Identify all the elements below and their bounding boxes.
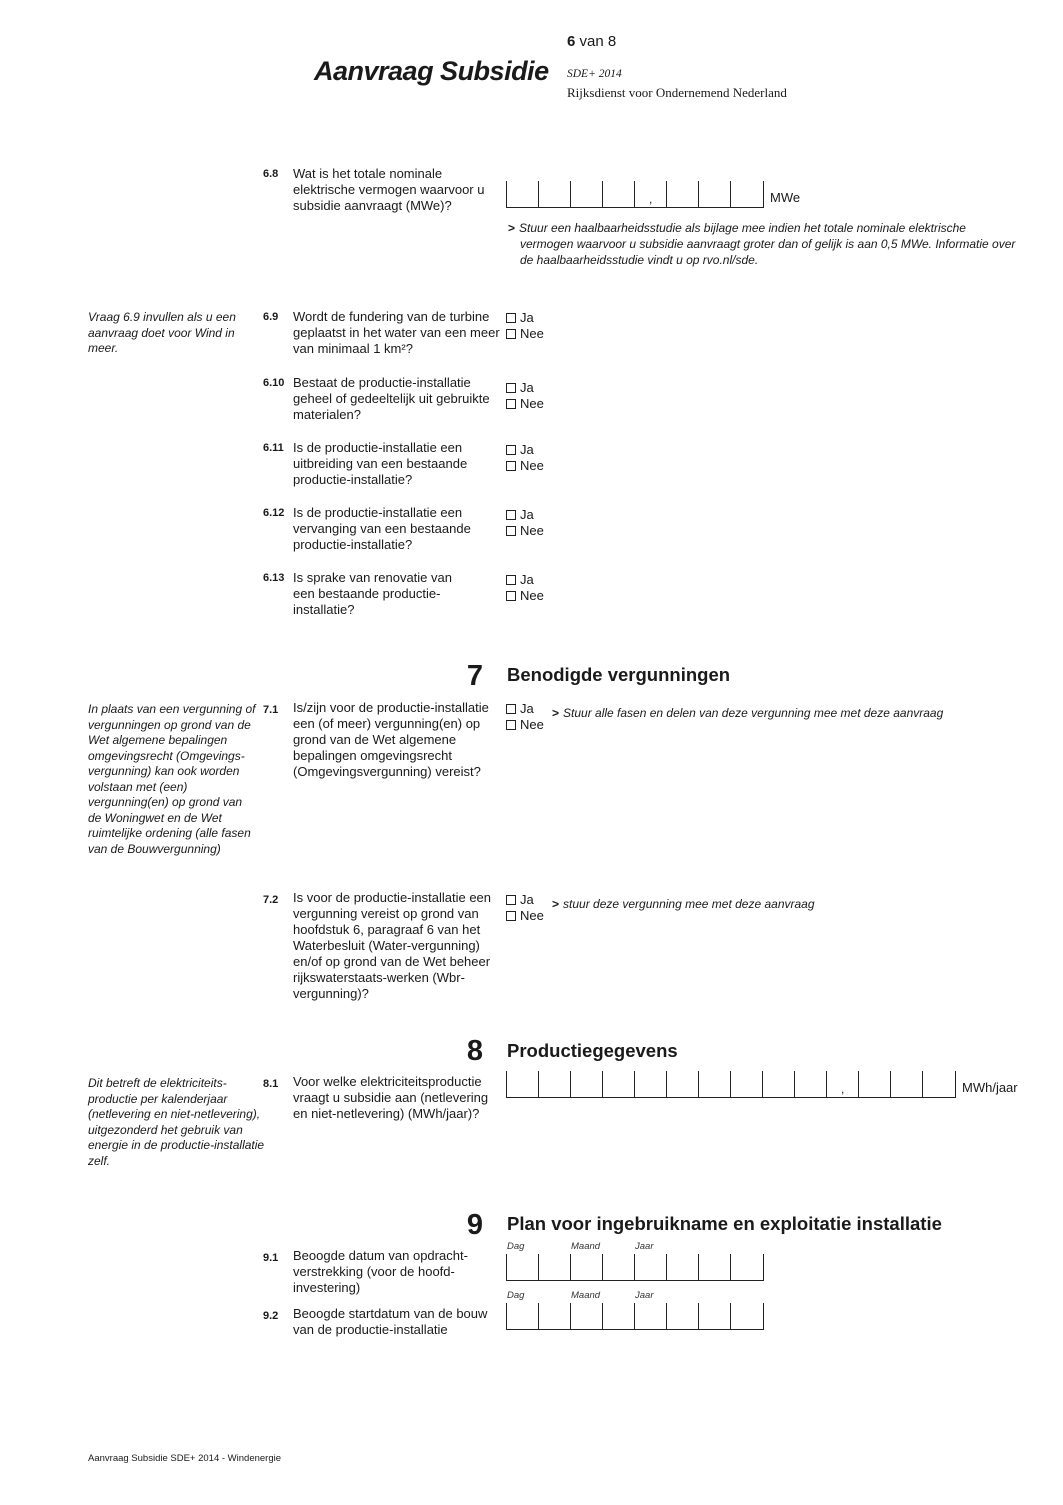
digit-box[interactable] xyxy=(698,1071,730,1097)
question-number-9-2: 9.2 xyxy=(263,1310,279,1322)
option-ja[interactable]: Ja xyxy=(506,892,544,908)
digit-box[interactable] xyxy=(890,1071,922,1097)
choices-7-2 xyxy=(506,892,544,924)
date-label-month: Maand xyxy=(571,1241,601,1252)
option-ja[interactable]: Ja xyxy=(506,507,544,523)
option-nee[interactable]: Nee xyxy=(506,717,544,733)
question-number-7-1: 7.1 xyxy=(263,704,279,716)
question-6-13-text: Is sprake van renovatie van een bestaande productie-installatie? xyxy=(293,570,452,617)
decimal-comma: , xyxy=(649,192,653,206)
month-digit-box[interactable] xyxy=(602,1303,634,1329)
production-input[interactable] xyxy=(506,1071,956,1098)
year-digit-box[interactable] xyxy=(730,1303,764,1329)
question-number-6-9: 6.9 xyxy=(263,311,279,323)
section-9-title: Plan voor ingebruikname en exploitatie installatie xyxy=(507,1213,942,1234)
year-digit-box[interactable] xyxy=(698,1254,730,1280)
checkbox-icon[interactable] xyxy=(506,510,516,520)
digit-box[interactable] xyxy=(794,1071,826,1097)
date-label-year: Jaar xyxy=(635,1241,654,1252)
feasibility-hint: > Stuur een haalbaarheidsstudie als bijlage mee indien het totale nominale elektrische vermogen waarvoor u subsidie aanvraagt groter dan of gelijk is aan 0,5 MWe. Informatie over de haalbaarheidsstudie vindt u op rvo.nl/sde. xyxy=(508,221,1016,267)
question-number-9-1: 9.1 xyxy=(263,1252,279,1264)
checkbox-icon[interactable] xyxy=(506,911,516,921)
date-input-9-1[interactable] xyxy=(506,1254,764,1281)
section-7-number: 7 xyxy=(466,660,483,692)
arrow-icon: > xyxy=(552,897,560,911)
question-9-1-text: Beoogde datum van opdracht-verstrekking (voor de hoofd-investering) xyxy=(293,1248,468,1295)
choices-7-1 xyxy=(506,701,544,733)
note-6-9: Vraag 6.9 invullen als u een aanvraag doet voor Wind in meer. xyxy=(88,310,236,355)
unit-mwh-jaar: MWh/jaar xyxy=(962,1080,1018,1095)
digit-box[interactable] xyxy=(506,181,538,207)
day-digit-box[interactable] xyxy=(506,1254,538,1280)
question-6-10-text: Bestaat de productie-installatie geheel of gedeeltelijk uit gebruikte materialen? xyxy=(293,375,490,422)
year-digit-box[interactable] xyxy=(666,1303,698,1329)
question-8-1-text: Voor welke elektriciteitsproductie vraagt u subsidie aan (netlevering en niet-netlevering) (MWh/jaar)? xyxy=(293,1074,489,1121)
month-digit-box[interactable] xyxy=(570,1303,602,1329)
digit-box[interactable] xyxy=(570,181,602,207)
unit-mwe: MWe xyxy=(770,190,801,205)
question-number-6-12: 6.12 xyxy=(263,507,285,519)
checkbox-icon[interactable] xyxy=(506,329,516,339)
agency-name: Rijksdienst voor Ondernemend Nederland xyxy=(567,85,787,100)
arrow-icon: > xyxy=(552,706,560,720)
question-number-6-8: 6.8 xyxy=(263,168,279,180)
date-label-day: Dag xyxy=(507,1290,525,1301)
digit-box[interactable] xyxy=(730,1071,762,1097)
option-ja[interactable]: Ja xyxy=(506,572,544,588)
checkbox-icon[interactable] xyxy=(506,591,516,601)
checkbox-icon[interactable] xyxy=(506,383,516,393)
checkbox-icon[interactable] xyxy=(506,461,516,471)
page-title: Aanvraag Subsidie xyxy=(314,56,549,86)
option-nee[interactable]: Nee xyxy=(506,523,544,539)
option-ja[interactable]: Ja xyxy=(506,310,544,326)
choices-6-10 xyxy=(506,380,544,412)
option-nee[interactable]: Nee xyxy=(506,458,544,474)
question-number-7-2: 7.2 xyxy=(263,894,279,906)
date-label-year: Jaar xyxy=(635,1290,654,1301)
year-digit-box[interactable] xyxy=(666,1254,698,1280)
day-digit-box[interactable] xyxy=(538,1254,570,1280)
question-6-11-text: Is de productie-installatie een uitbreiding van een bestaande productie-installatie? xyxy=(293,440,468,487)
digit-box[interactable] xyxy=(538,181,570,207)
footer-text: Aanvraag Subsidie SDE+ 2014 - Windenergie xyxy=(88,1453,282,1464)
option-ja[interactable]: Ja xyxy=(506,701,544,717)
digit-box[interactable] xyxy=(506,1071,538,1097)
checkbox-icon[interactable] xyxy=(506,313,516,323)
checkbox-icon[interactable] xyxy=(506,704,516,714)
section-8-title: Productiegegevens xyxy=(507,1040,678,1061)
month-digit-box[interactable] xyxy=(570,1254,602,1280)
day-digit-box[interactable] xyxy=(538,1303,570,1329)
year-digit-box[interactable] xyxy=(698,1303,730,1329)
choices-6-11 xyxy=(506,442,544,474)
year-digit-box[interactable] xyxy=(634,1303,666,1329)
question-6-8-text: Wat is het totale nominale elektrische vermogen waarvoor u subsidie aanvraagt (MWe)? xyxy=(293,166,485,213)
digit-box[interactable] xyxy=(538,1071,570,1097)
decimal-comma: , xyxy=(841,1082,845,1096)
digit-box[interactable] xyxy=(634,181,666,207)
option-ja[interactable]: Ja xyxy=(506,442,544,458)
digit-box[interactable] xyxy=(922,1071,956,1097)
permit-hint-7-1: > Stuur alle fasen en delen van deze vergunning mee met deze aanvraag xyxy=(552,706,944,720)
date-input-9-2[interactable] xyxy=(506,1303,764,1330)
date-label-month: Maand xyxy=(571,1290,601,1301)
digit-box[interactable] xyxy=(570,1071,602,1097)
note-8-1: Dit betreft de elektriciteits-productie per kalenderjaar (netlevering en niet-netlevering), uitgezonderd het gebruik van energie in de productie-installatie zelf. xyxy=(88,1076,265,1168)
digit-box[interactable] xyxy=(698,181,730,207)
section-9-number: 9 xyxy=(466,1209,483,1241)
question-number-6-13: 6.13 xyxy=(263,572,285,584)
option-nee[interactable]: Nee xyxy=(506,908,544,924)
digit-box[interactable] xyxy=(730,181,764,207)
question-9-2-text: Beoogde startdatum van de bouw van de productie-installatie xyxy=(293,1306,488,1337)
digit-box[interactable] xyxy=(666,1071,698,1097)
checkbox-icon[interactable] xyxy=(506,895,516,905)
permit-hint-7-2: > stuur deze vergunning mee met deze aanvraag xyxy=(552,897,815,911)
question-6-12-text: Is de productie-installatie een vervanging van een bestaande productie-installatie? xyxy=(293,505,471,552)
option-nee[interactable]: Nee xyxy=(506,396,544,412)
choices-6-9 xyxy=(506,310,544,342)
digit-box[interactable] xyxy=(666,181,698,207)
question-7-1-text: Is/zijn voor de productie-installatie een (of meer) vergunning(en) op grond van de Wet algemene bepalingen omgevingsrecht (Omgevingsvergunning) vereist? xyxy=(293,700,489,779)
section-8-number: 8 xyxy=(466,1035,483,1067)
option-ja[interactable]: Ja xyxy=(506,380,544,396)
arrow-icon: > xyxy=(508,221,516,235)
checkbox-icon[interactable] xyxy=(506,720,516,730)
choices-6-13 xyxy=(506,572,544,604)
digit-box[interactable] xyxy=(762,1071,794,1097)
digit-box[interactable] xyxy=(826,1071,858,1097)
note-7-1: In plaats van een vergunning of vergunningen op grond van de Wet algemene bepalingen omgevingsrecht (Omgevings-vergunning) kan ook worden volstaan met (een) vergunning(en) op grond van de Woningwet en de Wet ruimtelijke ordening (alle fasen van de Bouwvergunning) xyxy=(88,702,256,856)
year-digit-box[interactable] xyxy=(730,1254,764,1280)
digit-box[interactable] xyxy=(602,181,634,207)
page-number: 6 van 8 xyxy=(567,33,617,50)
digit-box[interactable] xyxy=(602,1071,634,1097)
year-digit-box[interactable] xyxy=(634,1254,666,1280)
checkbox-icon[interactable] xyxy=(506,575,516,585)
option-nee[interactable]: Nee xyxy=(506,326,544,342)
section-7-title: Benodigde vergunningen xyxy=(507,664,731,685)
digit-box[interactable] xyxy=(858,1071,890,1097)
checkbox-icon[interactable] xyxy=(506,399,516,409)
choices-6-12 xyxy=(506,507,544,539)
question-number-8-1: 8.1 xyxy=(263,1078,279,1090)
checkbox-icon[interactable] xyxy=(506,445,516,455)
checkbox-icon[interactable] xyxy=(506,526,516,536)
question-6-9-text: Wordt de fundering van de turbine geplaatst in het water van een meer van minimaal 1 km²? xyxy=(293,309,500,356)
digit-box[interactable] xyxy=(634,1071,666,1097)
power-input[interactable] xyxy=(506,181,764,208)
question-number-6-11: 6.11 xyxy=(263,442,284,454)
programme-label: SDE+ 2014 xyxy=(567,68,622,80)
date-label-day: Dag xyxy=(507,1241,525,1252)
question-7-2-text: Is voor de productie-installatie een vergunning vereist op grond van hoofdstuk 6, paragraaf 6 van het Waterbesluit (Water-vergunning) en/of op grond van de Wet beheer rijkswaterstaats-werken (Wbr-vergunning)? xyxy=(293,890,492,1001)
question-number-6-10: 6.10 xyxy=(263,377,285,389)
day-digit-box[interactable] xyxy=(506,1303,538,1329)
month-digit-box[interactable] xyxy=(602,1254,634,1280)
option-nee[interactable]: Nee xyxy=(506,588,544,604)
